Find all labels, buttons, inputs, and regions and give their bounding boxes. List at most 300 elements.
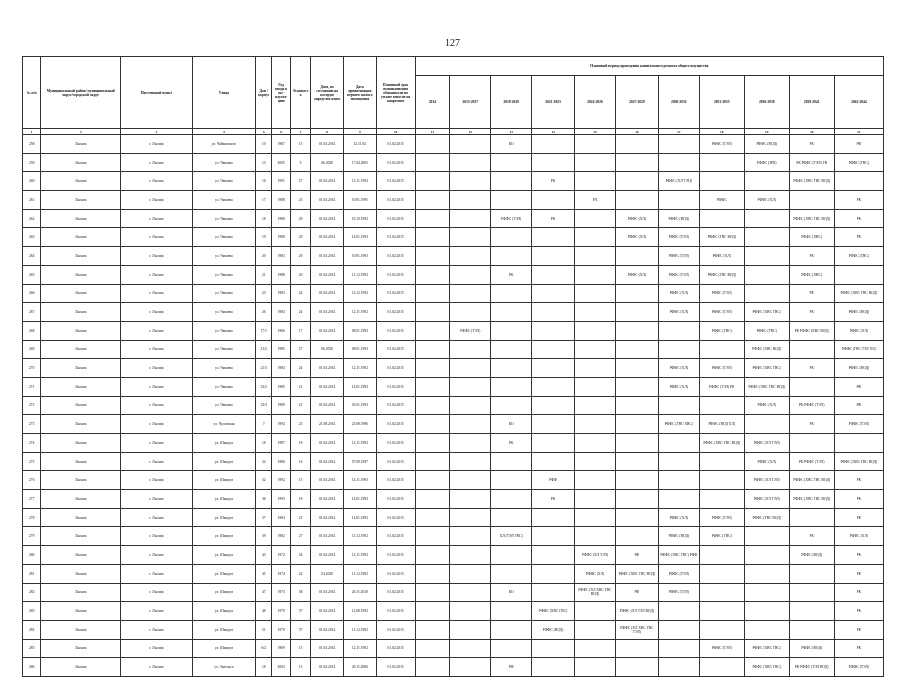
table-cell: РФФС (ХВС ГВС) РФФ (658, 546, 699, 565)
table-cell: 272 (23, 396, 41, 415)
table-cell (744, 546, 789, 565)
table-cell: 1988 (272, 265, 290, 284)
table-cell: 281 (23, 564, 41, 583)
table-cell: 26.11.2010 (344, 583, 377, 602)
table-cell: РК (789, 247, 834, 266)
table-cell: 12.11.1992 (344, 639, 377, 658)
table-cell (491, 191, 532, 210)
table-cell (415, 602, 450, 621)
table-cell: РФФС (ГВС ВОД) (699, 265, 744, 284)
table-cell (744, 284, 789, 303)
table-cell: РФФС (ХЛ) (744, 396, 789, 415)
table-cell: 01.04.2014 (311, 247, 344, 266)
table-cell: 263 (23, 228, 41, 247)
table-cell: 01.02.2015 (376, 247, 415, 266)
table-cell: 01.02.2015 (376, 452, 415, 471)
table-cell: РК (491, 434, 532, 453)
table-cell: РФ (615, 583, 658, 602)
table-cell: РК (532, 172, 575, 191)
table-cell (699, 602, 744, 621)
table-cell: 01.04.2014 (311, 583, 344, 602)
table-cell (415, 377, 450, 396)
table-cell: 261 (23, 191, 41, 210)
table-cell (450, 546, 491, 565)
table-cell (532, 191, 575, 210)
table-cell (744, 228, 789, 247)
table-cell: Лысьва (41, 620, 121, 639)
column-number: 18 (699, 129, 744, 135)
table-cell: 271 (23, 377, 41, 396)
table-cell (575, 602, 616, 621)
table-cell (615, 135, 658, 154)
table-cell: РФФС (ВОД) (834, 359, 883, 378)
table-cell (615, 452, 658, 471)
table-cell: 01.04.2014 (311, 490, 344, 509)
table-cell (615, 340, 658, 359)
table-cell: 1984 (272, 359, 290, 378)
table-row (23, 303, 884, 322)
table-cell: 01.02.2015 (376, 434, 415, 453)
table-cell: 18 (290, 490, 310, 509)
table-cell: ул. Шмидта (192, 508, 255, 527)
table-cell (575, 527, 616, 546)
table-cell (415, 209, 450, 228)
table-cell (415, 546, 450, 565)
table-cell: РФФС (ХЛ ТЭЛ) (744, 490, 789, 509)
table-row (23, 265, 884, 284)
table-cell: 01.04.2014 (311, 639, 344, 658)
table-cell: КО (491, 135, 532, 154)
table-cell: РФФС (ХВС ГВС ВОД) (744, 377, 789, 396)
table-cell: РФФС (ВОД ХЛ) (699, 415, 744, 434)
table-cell: РК (532, 490, 575, 509)
table-cell: 24 (290, 284, 310, 303)
table-cell: 23/3 (256, 396, 272, 415)
table-cell (575, 172, 616, 191)
table-cell: 11.12.1992 (344, 265, 377, 284)
table-cell: Лысьва (41, 172, 121, 191)
table-cell: 278 (23, 508, 41, 527)
table-cell: РФФС (ТЭЛ) (658, 265, 699, 284)
table-cell: 14.01.1993 (344, 377, 377, 396)
table-cell: РФФС (ТЭЛ) (658, 228, 699, 247)
column-number: 20 (789, 129, 834, 135)
table-cell: РК (834, 228, 883, 247)
table-cell: 1983 (272, 247, 290, 266)
table-cell: РФФС (ТЭЛ) (658, 583, 699, 602)
table-cell (615, 434, 658, 453)
table-cell: 01.02.2015 (376, 564, 415, 583)
table-cell: РФФС (ГВС) (699, 527, 744, 546)
table-cell: Лысьва (41, 135, 121, 154)
table-cell (415, 340, 450, 359)
table-cell: 277 (23, 490, 41, 509)
table-cell (415, 396, 450, 415)
table-cell (658, 452, 699, 471)
table-cell (491, 508, 532, 527)
column-number: 10 (376, 129, 415, 135)
capital-repair-table (22, 56, 884, 677)
table-cell (491, 172, 532, 191)
table-cell: 32 (256, 471, 272, 490)
table-cell (415, 471, 450, 490)
table-cell: РК РФФС (ТЭЛ) (789, 452, 834, 471)
table-cell (615, 284, 658, 303)
table-cell (575, 359, 616, 378)
table-cell: РФФС (ХЛ) (658, 508, 699, 527)
table-cell: 01.02.2015 (376, 153, 415, 172)
table-cell: РК (834, 620, 883, 639)
table-cell (615, 359, 658, 378)
table-cell: 20.11.2006 (344, 658, 377, 677)
table-cell: 21/2 (256, 340, 272, 359)
table-cell (658, 434, 699, 453)
table-cell: 279 (23, 527, 41, 546)
table-cell (491, 284, 532, 303)
table-cell: 12.11.1992 (344, 172, 377, 191)
table-cell: 17 (256, 191, 272, 210)
table-row (23, 452, 884, 471)
column-number: 9 (344, 129, 377, 135)
table-cell: РК (834, 602, 883, 621)
table-cell (532, 508, 575, 527)
table-cell: 260 (23, 172, 41, 191)
table-cell: 01.02.2015 (376, 508, 415, 527)
table-cell: 34 (290, 546, 310, 565)
table-cell (658, 490, 699, 509)
table-cell: РФФС (ХВС) (789, 265, 834, 284)
table-cell (575, 396, 616, 415)
table-cell: 280 (23, 546, 41, 565)
table-cell: 01.04.2014 (311, 172, 344, 191)
table-cell: 11.12.1992 (344, 564, 377, 583)
table-cell (575, 135, 616, 154)
table-cell (450, 284, 491, 303)
table-cell: 01.04.2014 (311, 321, 344, 340)
table-cell: 42 (290, 564, 310, 583)
table-cell: 13 (256, 153, 272, 172)
table-cell: 01.04.2014 (311, 452, 344, 471)
table-cell (744, 602, 789, 621)
header-period: 2042-2044 (834, 76, 883, 129)
table-cell: 16 (290, 452, 310, 471)
table-cell: 12.11.1992 (344, 546, 377, 565)
table-cell: 1987 (272, 135, 290, 154)
table-cell (532, 434, 575, 453)
table-cell (450, 377, 491, 396)
table-cell (699, 172, 744, 191)
table-cell: 283 (23, 602, 41, 621)
table-cell: 10 (256, 135, 272, 154)
table-cell: РФФС (ХВС ГВС) (532, 602, 575, 621)
table-cell: 15 (290, 639, 310, 658)
table-cell: ул. Чапаева (192, 284, 255, 303)
table-cell: г. Лысьва (121, 583, 193, 602)
table-row (23, 434, 884, 453)
header-locality: Населенный пункт (121, 57, 193, 129)
table-cell (491, 247, 532, 266)
table-cell: 1970 (272, 602, 290, 621)
table-cell: ул. Чайковского (192, 135, 255, 154)
table-cell: 11.12.1992 (344, 620, 377, 639)
table-cell: 1984 (272, 508, 290, 527)
table-cell: РФФС (ХЛ ТЭЛ) (744, 434, 789, 453)
table-cell: г. Лысьва (121, 620, 193, 639)
table-cell: РФФ (532, 471, 575, 490)
table-cell: РФФС (ГВС ХВС) (658, 415, 699, 434)
table-cell: РФФС (ХЛ) (744, 452, 789, 471)
table-cell: ул. Шмидта (192, 546, 255, 565)
table-cell: 01.04.2014 (311, 508, 344, 527)
table-cell (450, 247, 491, 266)
table-cell (699, 452, 744, 471)
table-cell (491, 602, 532, 621)
table-cell: РК (491, 265, 532, 284)
table-cell: ул. Чапаева (192, 377, 255, 396)
table-cell (575, 434, 616, 453)
table-cell: 18 (256, 434, 272, 453)
table-cell: 7 (256, 415, 272, 434)
table-cell: г. Лысьва (121, 490, 193, 509)
table-cell: г. Лысьва (121, 321, 193, 340)
table-cell: 01.02.2015 (376, 265, 415, 284)
table-cell (575, 340, 616, 359)
table-cell (575, 658, 616, 677)
table-cell (658, 396, 699, 415)
table-cell: РК (834, 546, 883, 565)
header-period: 2033-2035 (699, 76, 744, 129)
table-cell (450, 209, 491, 228)
table-cell: 18 (256, 658, 272, 677)
table-row (23, 153, 884, 172)
table-cell (744, 209, 789, 228)
table-cell: РК (789, 359, 834, 378)
table-cell (532, 546, 575, 565)
table-cell: РФ (834, 396, 883, 415)
table-cell: РК (834, 639, 883, 658)
table-cell: Лысьва (41, 639, 121, 658)
column-number: 3 (121, 129, 193, 135)
table-cell: г. Лысьва (121, 639, 193, 658)
table-cell: 14.12.1992 (344, 284, 377, 303)
table-cell: 258 (23, 135, 41, 154)
table-cell: РФФС (ХЛ) (834, 527, 883, 546)
table-cell: Лысьва (41, 546, 121, 565)
table-cell: 1980 (272, 228, 290, 247)
table-cell (658, 471, 699, 490)
header-period: 2014 (415, 76, 450, 129)
table-cell: 19 (256, 228, 272, 247)
table-row (23, 209, 884, 228)
table-cell: РФФС (ХЛ) (658, 377, 699, 396)
column-number: 1 (23, 129, 41, 135)
table-cell: РК (789, 303, 834, 322)
table-cell: 01.02.2015 (376, 209, 415, 228)
table-row (23, 228, 884, 247)
header-municipality: Муниципальный район/ муниципальный округ/городской округ (41, 57, 121, 129)
table-cell (615, 471, 658, 490)
table-cell (658, 135, 699, 154)
table-cell (658, 191, 699, 210)
table-cell (415, 172, 450, 191)
table-cell (450, 452, 491, 471)
table-cell: 268 (23, 321, 41, 340)
table-row (23, 620, 884, 639)
table-cell (789, 340, 834, 359)
table-row (23, 508, 884, 527)
table-cell (575, 377, 616, 396)
table-cell (450, 303, 491, 322)
table-cell (532, 247, 575, 266)
page-number: 127 (445, 38, 460, 49)
table-cell (699, 620, 744, 639)
table-cell: 01.04.2014 (311, 191, 344, 210)
table-cell: РК (834, 191, 883, 210)
table-cell: РФФС (ХЛ ТЭЦ) (658, 172, 699, 191)
table-cell: 14.01.1993 (344, 508, 377, 527)
table-cell (491, 639, 532, 658)
table-cell: РК (789, 284, 834, 303)
table-cell: 21 (290, 377, 310, 396)
table-cell: РФФС (ХЛ) (575, 564, 616, 583)
header-period: 2027-2029 (615, 76, 658, 129)
table-cell: ул. Шмидта (192, 639, 255, 658)
table-cell (575, 284, 616, 303)
table-cell (415, 228, 450, 247)
table-cell (450, 135, 491, 154)
table-cell (615, 172, 658, 191)
table-cell: РФФС (ХЛ ТЭЛ) (575, 546, 616, 565)
table-cell (450, 415, 491, 434)
table-cell: 21 (256, 265, 272, 284)
table-cell: РФФС (ХВС ГВС ВОД) (789, 471, 834, 490)
table-cell: г. Лысьва (121, 508, 193, 527)
table-cell (450, 508, 491, 527)
table-cell: 2003 (272, 658, 290, 677)
table-cell (744, 527, 789, 546)
table-cell: 276 (23, 471, 41, 490)
table-cell: РФФС (ТЭЛ) (699, 135, 744, 154)
table-row (23, 359, 884, 378)
table-cell: Лысьва (41, 490, 121, 509)
table-cell: РФФС (ТЭЛ) РК (699, 377, 744, 396)
table-cell (744, 620, 789, 639)
table-cell (532, 452, 575, 471)
table-cell (699, 658, 744, 677)
table-cell (491, 490, 532, 509)
table-cell: РФФС (ХВС ГВС) (744, 359, 789, 378)
table-cell: 259 (23, 153, 41, 172)
table-cell: РК (532, 209, 575, 228)
table-cell: ул. Чапаева (192, 191, 255, 210)
table-cell: 17 (290, 321, 310, 340)
table-cell: 1973 (272, 583, 290, 602)
table-cell (699, 153, 744, 172)
table-cell: 43 (256, 546, 272, 565)
table-cell: 1994 (272, 415, 290, 434)
table-cell: 275 (23, 452, 41, 471)
table-cell: ул. Шмидта (192, 490, 255, 509)
table-cell: РФ (615, 546, 658, 565)
table-cell (744, 583, 789, 602)
table-cell: 18 (290, 434, 310, 453)
header-inspection-date: Дата, по состоянию на которую определен износ (311, 57, 344, 129)
table-cell: ул. Чапаева (192, 303, 255, 322)
table-cell: КО (491, 415, 532, 434)
table-cell: ул. Шмидта (192, 602, 255, 621)
table-cell (532, 396, 575, 415)
table-cell (491, 546, 532, 565)
table-cell (415, 527, 450, 546)
table-cell (450, 658, 491, 677)
table-cell (789, 564, 834, 583)
table-cell (575, 490, 616, 509)
table-cell: КО (491, 583, 532, 602)
table-cell: Лысьва (41, 265, 121, 284)
table-cell: 39 (256, 527, 272, 546)
table-cell (532, 265, 575, 284)
table-cell: г. Лысьва (121, 172, 193, 191)
table-cell: РФФС (ХВС ГВС) (744, 658, 789, 677)
table-cell: РФФС (ГВС ВОД) (744, 508, 789, 527)
table-row (23, 377, 884, 396)
table-cell (658, 321, 699, 340)
table-cell: РФФС (ХВС ВОД) (744, 340, 789, 359)
table-cell: Лысьва (41, 415, 121, 434)
table-cell (615, 377, 658, 396)
table-cell (491, 564, 532, 583)
table-cell (450, 340, 491, 359)
table-cell (615, 303, 658, 322)
table-cell (789, 583, 834, 602)
table-cell: РФФС (ХЛ ТЭЛ) (744, 471, 789, 490)
column-number: 5 (256, 129, 272, 135)
table-cell: 21/3 (256, 359, 272, 378)
table-cell (834, 434, 883, 453)
table-cell (450, 153, 491, 172)
header-period: 2018-2020 (491, 76, 532, 129)
table-cell: РК (834, 583, 883, 602)
table-cell: 01.04.2014 (311, 620, 344, 639)
table-cell (532, 284, 575, 303)
table-cell: 1991 (272, 172, 290, 191)
table-cell: 273 (23, 415, 41, 434)
table-cell: 23 (256, 284, 272, 303)
table-cell: 20 (290, 247, 310, 266)
table-cell: РК (834, 471, 883, 490)
header-plan-period: Плановый период проведения капитального ремонта общего имущества (415, 57, 883, 76)
table-cell (450, 527, 491, 546)
table-row (23, 340, 884, 359)
table-cell: 07.09.1997 (344, 452, 377, 471)
table-cell: 1993 (272, 490, 290, 509)
table-cell: г. Лысьва (121, 434, 193, 453)
header-year-built: Год ввода в экс-плуата-цию (272, 57, 290, 129)
column-number: 19 (744, 129, 789, 135)
table-cell: Лысьва (41, 602, 121, 621)
table-cell: РФФС (ХВС ГВС) (744, 639, 789, 658)
table-cell (615, 247, 658, 266)
table-cell: 270 (23, 359, 41, 378)
table-cell: 01.02.2015 (376, 284, 415, 303)
table-cell: 01.02.2015 (376, 135, 415, 154)
column-number: 7 (290, 129, 310, 135)
table-cell (532, 583, 575, 602)
table-cell: РК РФФС (ТЭЛ) ГВ (789, 153, 834, 172)
header-floors: Этажность (290, 57, 310, 129)
table-cell: ул. Чапаева (192, 396, 255, 415)
table-cell: 267 (23, 303, 41, 322)
